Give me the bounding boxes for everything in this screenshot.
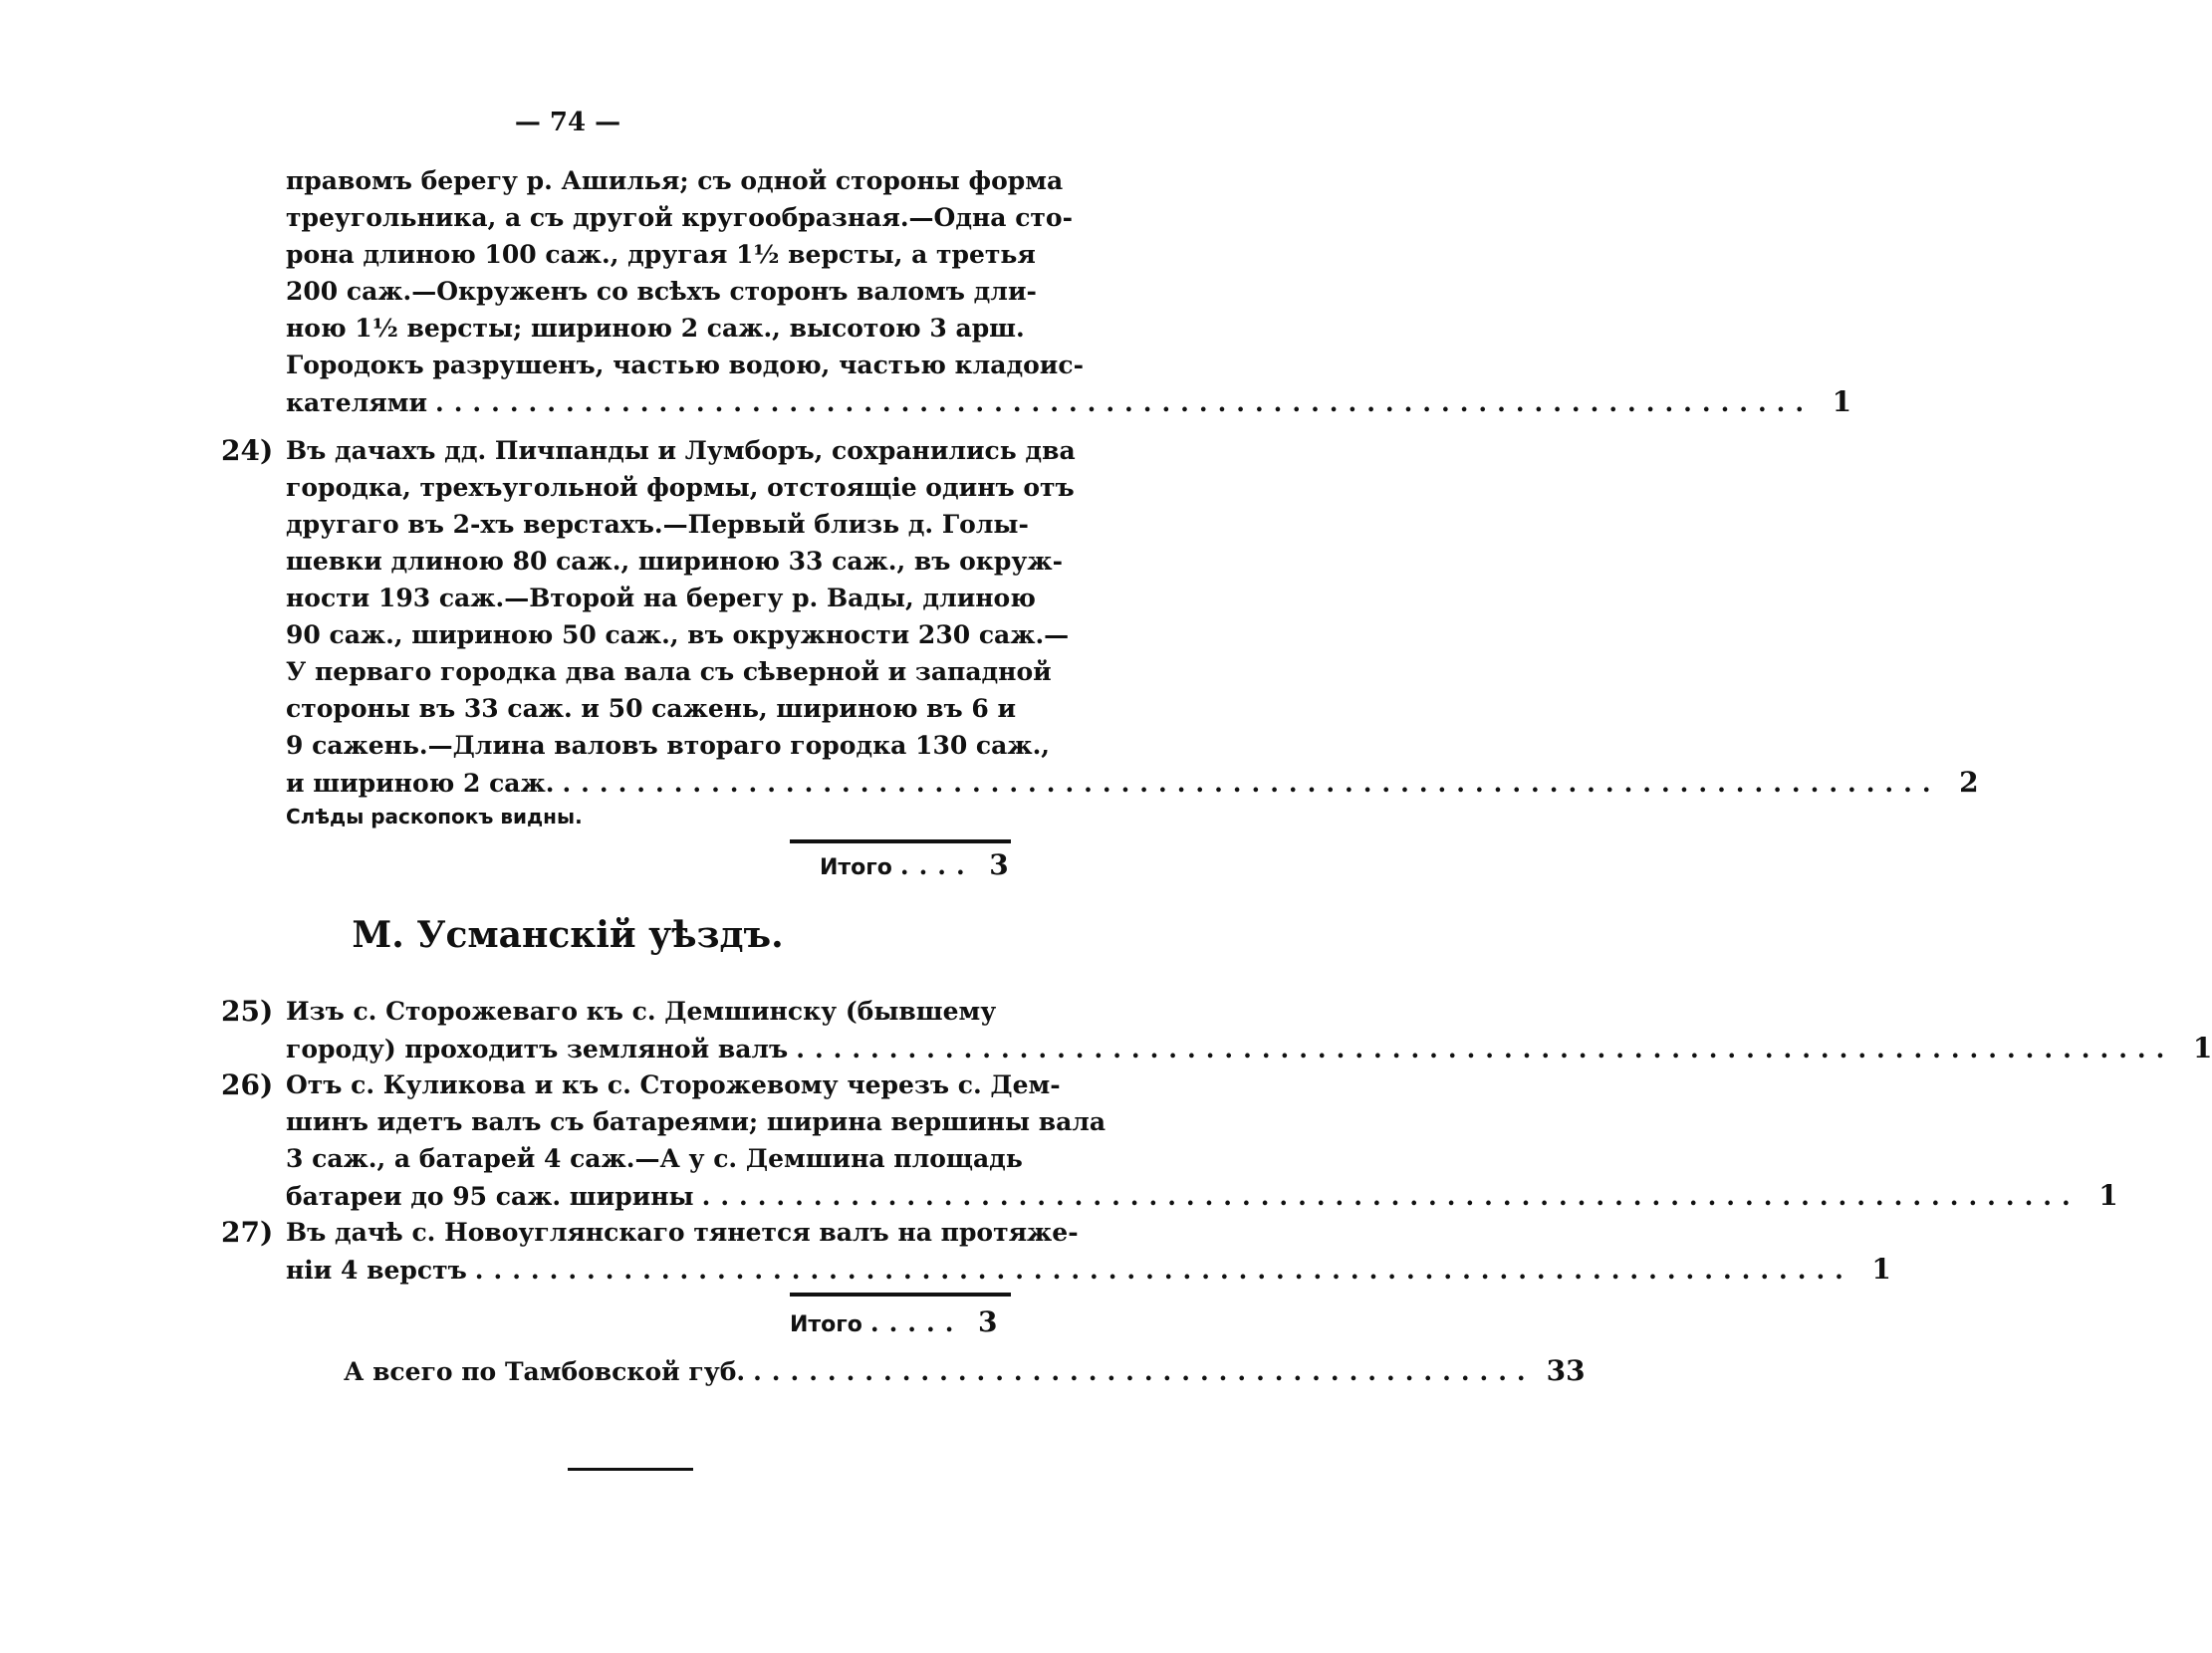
total-value: 3 <box>977 1305 998 1338</box>
dot-leader: ..... <box>869 1308 964 1337</box>
text-line: городка, трехъугольной формы, отстоящіе одинъ отъ <box>286 473 1075 502</box>
text-line: Городокъ разрушенъ, частью водою, частью кладоис- <box>286 351 1084 379</box>
text-line: ности 193 саж.—Второй на берегу р. Вады, длиною <box>286 584 1036 612</box>
text-line: У перваго городка два вала съ сѣверной и западной <box>286 657 1052 686</box>
leader-line <box>286 764 1979 801</box>
total-value: 3 <box>989 848 1009 881</box>
page-number: — 74 — <box>514 108 621 137</box>
total-row <box>820 848 1009 881</box>
leader-line <box>286 383 1852 420</box>
entry-count: 1 <box>2192 1032 2212 1064</box>
leader-line <box>286 1177 2118 1214</box>
total-rule <box>790 839 1011 843</box>
text-line: 3 саж., а батарей 4 саж.—А у с. Демшина площадь <box>286 1144 1023 1173</box>
dot-leader: .... <box>899 851 975 880</box>
entry-count: 1 <box>1832 385 1852 418</box>
total-row <box>790 1305 997 1338</box>
text-line: 90 саж., шириною 50 саж., въ окружности 230 саж.— <box>286 620 1070 649</box>
text-line: Изъ с. Сторожеваго къ с. Демшинску (бывшему <box>286 997 997 1026</box>
last-text: городу) проходитъ земляной валъ <box>286 1035 789 1063</box>
text-line: 200 саж.—Окруженъ со всѣхъ сторонъ валомъ дли- <box>286 277 1037 306</box>
entry-number: 26) <box>221 1068 274 1101</box>
end-rule <box>568 1468 693 1471</box>
dot-leader: .......................................................................... <box>701 1182 2081 1211</box>
text-line: стороны въ 33 саж. и 50 сажень, шириною въ 6 и <box>286 694 1017 723</box>
entry-body <box>286 162 1852 420</box>
dot-leader: .......................................................................... <box>474 1256 1853 1285</box>
text-line: рона длиною 100 саж., другая 1½ версты, а третья <box>286 240 1036 269</box>
text-line: ною 1½ версты; шириною 2 саж., высотою 3 арш. <box>286 314 1025 343</box>
leader-line <box>286 1251 1891 1288</box>
excavation-note: Слѣды раскопокъ видны. <box>286 805 583 828</box>
last-text: кателями <box>286 388 428 417</box>
entry-body <box>286 1066 2118 1214</box>
entry-count: 1 <box>2098 1179 2118 1212</box>
grand-total-value: 33 <box>1546 1354 1586 1387</box>
entry-count: 2 <box>1959 766 1979 799</box>
entry-body <box>286 432 1979 801</box>
total-label: Итого <box>790 1312 862 1337</box>
last-text: ніи 4 верстъ <box>286 1256 467 1285</box>
entry-body <box>286 1214 1891 1288</box>
grand-total-row <box>344 1354 1586 1387</box>
entry-number: 27) <box>221 1216 274 1249</box>
total-rule <box>790 1293 1011 1297</box>
text-line: треугольника, а съ другой кругообразная.—Одна сто- <box>286 203 1073 232</box>
dot-leader: .......................................................................... <box>796 1035 2175 1063</box>
dot-leader: .......................................................................... <box>562 769 1941 798</box>
grand-total-label: А всего по Тамбовской губ. <box>344 1357 746 1386</box>
entry-number: 25) <box>221 995 274 1028</box>
leader-line <box>286 1030 2212 1066</box>
text-line: шинъ идетъ валъ съ батареями; ширина вершины вала <box>286 1107 1106 1136</box>
text-line: другаго въ 2-хъ верстахъ.—Первый близь д. Голы- <box>286 510 1029 539</box>
entry-body <box>286 993 2212 1066</box>
entry-count: 1 <box>1871 1253 1891 1286</box>
last-text: и шириною 2 саж. <box>286 769 555 798</box>
total-label: Итого <box>820 855 892 880</box>
text-line: шевки длиною 80 саж., шириною 33 саж., въ окруж- <box>286 547 1063 576</box>
dot-leader: .......................................................................... <box>435 388 1815 417</box>
text-line: правомъ берегу р. Ашилья; съ одной стороны форма <box>286 166 1064 195</box>
section-heading: М. Усманскій уѣздъ. <box>352 914 784 956</box>
last-text: батареи до 95 саж. ширины <box>286 1182 694 1211</box>
text-line: 9 сажень.—Длина валовъ втораго городка 130 саж., <box>286 731 1051 760</box>
text-line: Въ дачахъ дд. Пичпанды и Лумборъ, сохранились два <box>286 436 1076 465</box>
text-line: Въ дачѣ с. Новоуглянскаго тянется валъ на протяже- <box>286 1218 1079 1247</box>
dot-leader: .......................................... <box>753 1357 1536 1386</box>
text-line: Отъ с. Куликова и къ с. Сторожевому черезъ с. Дем- <box>286 1070 1061 1099</box>
entry-number: 24) <box>221 434 274 467</box>
